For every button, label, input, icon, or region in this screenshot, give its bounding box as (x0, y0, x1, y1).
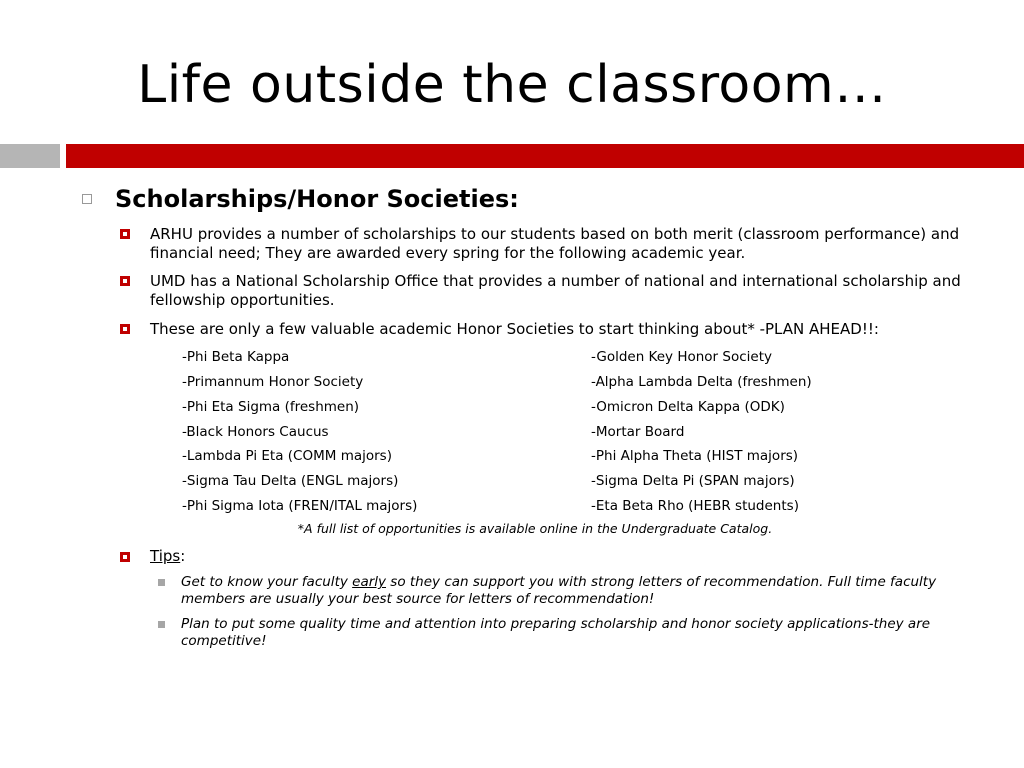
title-divider-gray (0, 144, 60, 168)
society-item: -Black Honors Caucus (182, 424, 329, 440)
society-item: -Omicron Delta Kappa (ODK) (591, 399, 785, 415)
bullet-tips (150, 547, 980, 566)
section-heading: Scholarships/Honor Societies: (115, 185, 519, 213)
bullet-marker (120, 552, 130, 562)
tips-colon: : (180, 547, 186, 565)
society-item: -Primannum Honor Society (182, 374, 364, 390)
society-item: -Golden Key Honor Society (591, 349, 772, 365)
bullet-honor-societies: These are only a few valuable academic Honor Societies to start thinking about* -PLAN AHEAD!!: (150, 320, 879, 338)
title-divider-red (66, 144, 1024, 168)
tip1-emphasis: early (352, 574, 387, 590)
bullet-marker (120, 276, 130, 286)
tip-faculty (181, 574, 981, 608)
society-item: -Alpha Lambda Delta (freshmen) (591, 374, 812, 390)
tip-applications: Plan to put some quality time and attention into preparing scholarship and honor society applications-they are competitive! (181, 616, 931, 649)
society-item: -Sigma Delta Pi (SPAN majors) (591, 473, 795, 489)
society-item: -Phi Beta Kappa (182, 349, 290, 365)
catalog-note: *A full list of opportunities is available online in the Undergraduate Catalog. (297, 521, 773, 536)
society-item: -Phi Alpha Theta (HIST majors) (591, 448, 799, 464)
society-item: -Mortar Board (591, 424, 685, 440)
slide-title: Life outside the classroom… (137, 55, 887, 115)
society-item: -Eta Beta Rho (HEBR students) (591, 498, 799, 514)
society-item: -Phi Sigma Iota (FREN/ITAL majors) (182, 498, 418, 514)
society-item: -Phi Eta Sigma (freshmen) (182, 399, 360, 415)
sub-bullet-marker (158, 579, 165, 586)
society-item: -Sigma Tau Delta (ENGL majors) (182, 473, 399, 489)
tips-label: Tips (150, 547, 181, 565)
sub-bullet-marker (158, 621, 165, 628)
bullet-marker (120, 324, 130, 334)
bullet-marker (120, 229, 130, 239)
tip1-text-end: so they can support you with strong letters of recommendation. Full time faculty members are usually your best source for letters of recommendation! (181, 574, 937, 607)
level1-bullet-marker (82, 194, 92, 204)
tip1-text-start: Get to know your faculty (181, 574, 353, 590)
society-item: -Lambda Pi Eta (COMM majors) (182, 448, 392, 464)
bullet-umd: UMD has a National Scholarship Office that provides a number of national and international scholarship and fellowship opportunities. (150, 272, 961, 309)
bullet-arhu: ARHU provides a number of scholarships to our students based on both merit (classroom performance) and financial need; They are awarded every spring for the following academic year. (150, 225, 960, 262)
